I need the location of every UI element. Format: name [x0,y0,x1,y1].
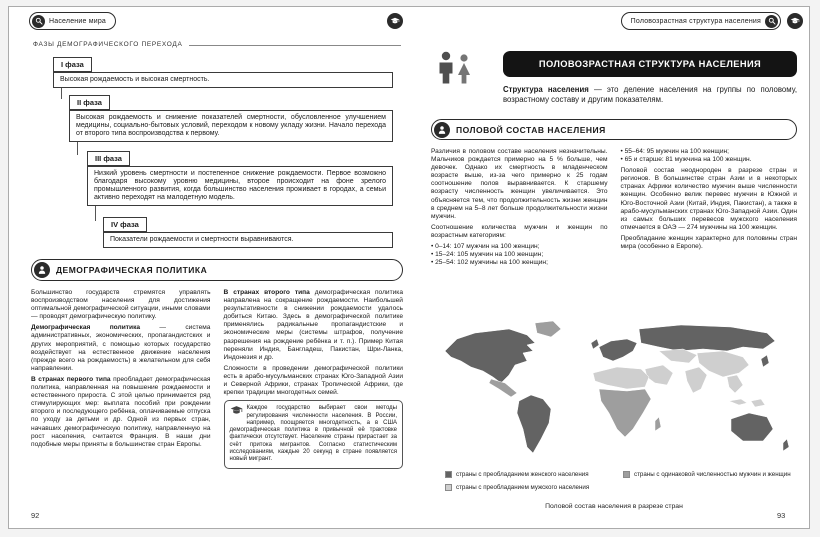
page-number: 92 [31,511,40,520]
book-spread [8,6,810,529]
section-heading: ДЕМОГРАФИЧЕСКАЯ ПОЛИТИКА [56,265,208,275]
legend-swatch-medium [623,471,630,478]
phases-heading-label: ФАЗЫ ДЕМОГРАФИЧЕСКОГО ПЕРЕХОДА [33,41,183,48]
paragraph: Большинство государств стремятся управлять воспроизводством населения для достижения оптимальной демографической ситуации, иными словами — проводят демографическую политику. [31,289,211,321]
region-central-america [489,379,517,397]
legend-label: страны с преобладанием мужского населения [456,484,590,491]
tab-sex-age-structure[interactable] [621,12,781,30]
section-heading: ПОЛОВОЙ СОСТАВ НАСЕЛЕНИЯ [456,124,606,135]
region-indonesia [729,399,747,405]
tab-label: Половозрастная структура населения [630,17,761,25]
paragraph: Демографическая политика — система административных, экономических, пропагандистских и других мероприятий, с помощью которых государство воздействует на естественное движение населения (прежде всего на рождаемость) в желательном для себя направлении. [31,324,211,372]
paragraph: Различия в половом составе населения незначительны. Мальчиков рождается примерно на 5 % больше, чем девочек. Однако их смертность в младенческом возрасте выше, из-за чего примерно к 25 годам соотношение полов выравнивается. К старшему возрасту численность женщин увеличивается. Это объясняется тем, что продолжительность жизни женщин в среднем на 5–8 лет больше продолжительности жизни мужчин. [431,148,608,220]
paragraph: Преобладание женщин характерно для половины стран мира (особенно в Европе). [620,234,797,251]
phase-text: Высокая рождаемость и снижение показателей смертности, обусловленное улучшением медицины, социально-бытовых условий, переходом к новому укладу жизни. Начало перехода от второго типа воспроизводства к первому. [69,110,393,142]
legend-label: страны с одинаковой численностью мужчин и женщин [634,471,791,478]
policy-column-1 [31,289,211,469]
region-indonesia [751,399,765,407]
paragraph: В странах первого типа преобладает демографическая политика, направленная на повышение рождаемости и естественного прироста. С этой целью принимается ряд стимулирующих мер: выплата пособий при рождении второго и последующего ребёнка, оплачиваемые отпуска по уходу за детьми и др. Одной из первых стран, начавших демографическую политику, направленную на рост населения, считается Франция. В наши дни подобные меры приняты в большинстве стран Европы. [31,375,211,448]
phase-label: I фаза [53,57,92,72]
region-japan [761,355,769,367]
region-russia [639,325,775,351]
section-sex-composition [431,119,797,140]
graduation-cap-icon [790,17,800,25]
intro-paragraph: Структура населения — это деление населения на группы по половому, возрастному составу и другим показателям. [503,85,797,104]
region-madagascar [655,417,661,431]
paragraph: Половой состав неоднороден в разрезе стран и регионов. В большинстве стран Азии и в некоторых странах Африки количество мужчин выше численности женщин. Особенно велик перевес мужчин в Южной и Юго-Восточной Азии (Китай, Индия, Пакистан), а также в арабо-мусульманских странах Юго-Западной Азии. Один из самых больших перевесов мужского населения отмечается в ОАЭ — 274 мужчины на 100 женщин. [620,167,797,231]
phase-label: III фаза [87,151,130,166]
list-item: • 25–54: 102 мужчины на 100 женщин; [431,259,608,267]
man-woman-icon [433,51,479,90]
map-caption: Половой состав населения в разрезе стран [545,503,683,510]
region-north-africa [593,367,649,389]
region-north-america [445,329,535,383]
region-greenland [535,321,561,337]
region-new-zealand [783,439,789,451]
policy-text-columns [31,289,403,469]
legend-label: страны с преобладанием женского населения [456,471,589,478]
region-india [685,367,707,393]
list-item: • 55–64: 95 мужчин на 100 женщин; [621,148,798,156]
phases-heading [33,41,401,48]
region-australia [731,413,773,441]
page-title: ПОЛОВОЗРАСТНАЯ СТРУКТУРА НАСЕЛЕНИЯ [503,51,797,77]
list-item: • 15–24: 105 мужчин на 100 женщин; [431,251,608,259]
region-united-kingdom [591,339,599,349]
region-southeast-asia [727,375,743,393]
region-europe [599,339,637,361]
gender-text-columns [431,148,797,267]
paragraph: В странах второго типа демографическая политика направлена на сокращение рождаемости. Наибольшей результативности в снижении рождаемости удалось добиться Китаю. Здесь в демографической политике применялись радикальные пропагандистские и экономические меры (системы штрафов, получение разрешения на рождение ребёнка и т. п.). Пример Китая переняли Индия, Бангладеш, Пакистан, Шри-Ланка, Индонезия и др. [223,289,403,361]
page-number: 93 [777,511,786,520]
legend-swatch-dark [445,471,452,478]
legend-swatch-light [445,484,452,491]
list-item: • 0–14: 107 мужчин на 100 женщин; [431,243,608,251]
phase-label: IV фаза [103,217,147,232]
legend-item-equal [623,471,793,478]
world-map [431,317,797,469]
gender-column-1 [431,148,608,267]
chapter-button[interactable] [387,13,403,29]
info-box-text: Каждое государство выбирает свои методы регулирования численности населения. В России, например, поощряется многодетность, а в США демографическая политика в привычной её трактовке фактически отсутствует. Население страны прирастает за счёт притока мигрантов. Согласно статистическим исследованиям, каждые 20 секунд в стране появляется новый мигрант. [229,405,397,463]
list-item: • 65 и старше: 81 мужчина на 100 женщин. [621,156,798,164]
graduation-cap-icon [390,17,400,25]
region-south-america [517,395,551,453]
paragraph: Сложности в проведении демографической политики есть в арабо-мусульманских странах Юго-Западной Азии и Северной Африки, странах Тропической Африки, где крепки традиции многодетных семей. [223,364,403,397]
gender-column-2 [621,148,798,267]
phase-label: II фаза [69,95,110,110]
legend-item-male [445,484,621,491]
region-sub-saharan-africa [599,389,651,437]
info-box [224,400,404,468]
phase-text: Низкий уровень смертности и постепенное снижение рождаемости. Первое возможно благодаря высокому уровню медицины, второе происходит на фоне зрелого промышленного развития, когда большинство населения проживает в городах, а семьи активно переходят на малодетную модель. [87,166,393,206]
region-middle-east [645,365,673,385]
policy-column-2 [224,289,404,469]
tab-label: Население мира [49,17,107,25]
graduation-cap-icon [230,405,243,419]
legend-item-female [445,471,621,478]
search-icon[interactable] [765,15,778,28]
paragraph: Соотношение количества мужчин и женщин по возрастным категориям: [431,223,608,239]
search-icon[interactable] [32,15,45,28]
phase-text: Высокая рождаемость и высокая смертность. [53,72,393,88]
person-icon [434,122,450,138]
tab-world-population[interactable] [29,12,116,30]
phase-text: Показатели рождаемости и смертности выравниваются. [103,232,393,248]
section-demographic-policy [31,259,403,281]
region-central-asia [659,349,697,363]
chapter-button[interactable] [787,13,803,29]
heading-rule [189,45,401,46]
person-icon [34,262,50,278]
